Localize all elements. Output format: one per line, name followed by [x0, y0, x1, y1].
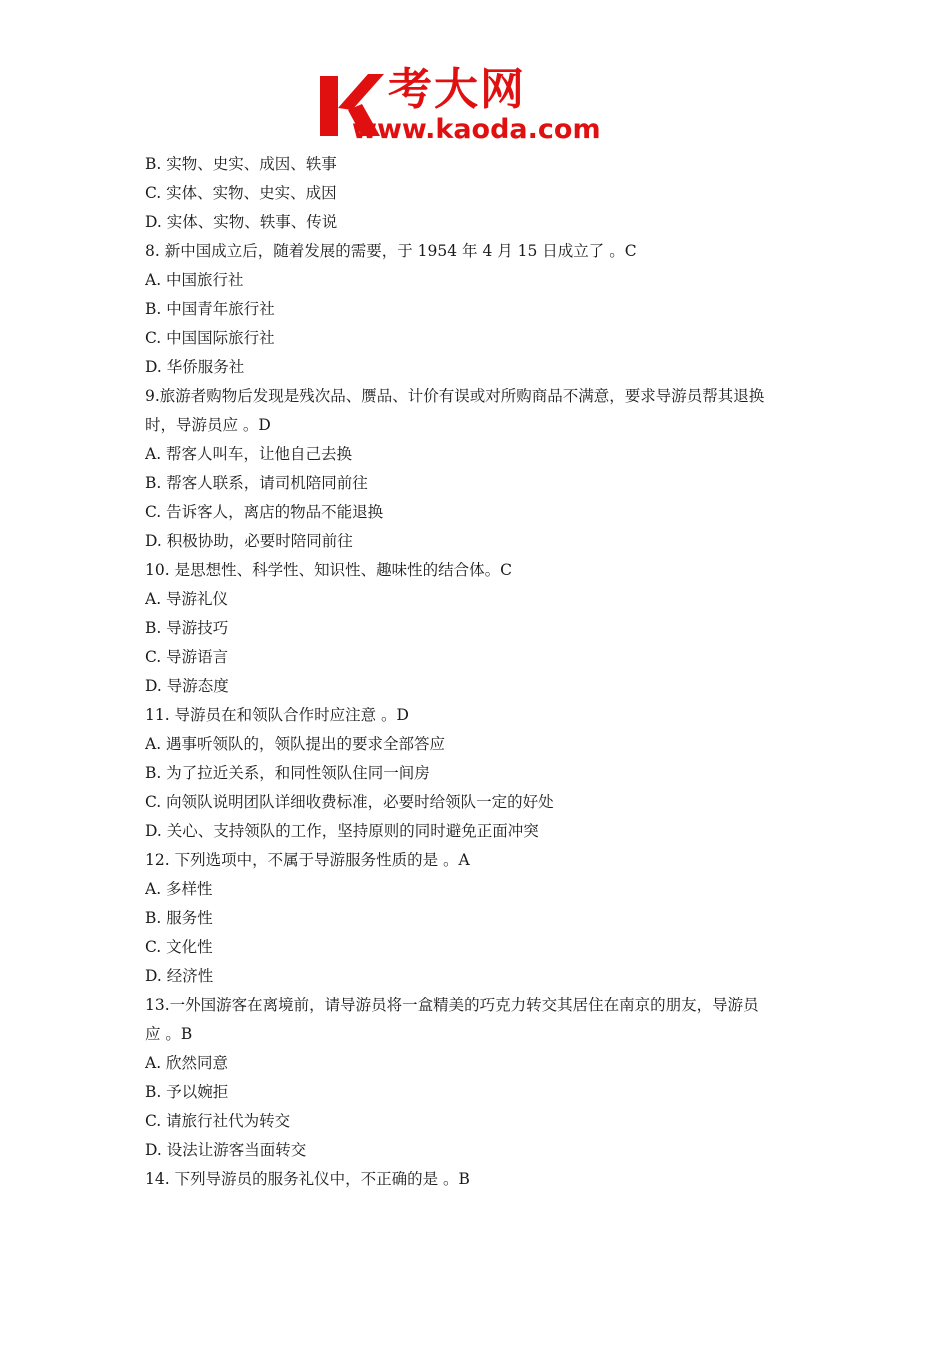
- option-line: C. 向领队说明团队详细收费标准，必要时给领队一定的好处: [145, 793, 554, 811]
- option-line: D. 设法让游客当面转交: [145, 1141, 307, 1159]
- question-line: 9.旅游者购物后发现是残次品、赝品、计价有误或对所购商品不满意，要求导游员帮其退换: [145, 387, 765, 405]
- option-line: A. 多样性: [145, 880, 213, 898]
- question-line: 时，导游员应 。D: [145, 416, 271, 434]
- option-line: D. 积极协助，必要时陪同前往: [145, 532, 353, 550]
- option-line: D. 经济性: [145, 967, 214, 985]
- question-line: 应 。B: [145, 1025, 193, 1043]
- option-line: B. 导游技巧: [145, 619, 229, 637]
- option-line: B. 帮客人联系，请司机陪同前往: [145, 474, 368, 492]
- question-line: 11. 导游员在和领队合作时应注意 。D: [145, 706, 409, 724]
- option-line: B. 服务性: [145, 909, 213, 927]
- question-line: 14. 下列导游员的服务礼仪中，不正确的是 。B: [145, 1170, 470, 1188]
- question-line: 8. 新中国成立后，随着发展的需要，于 1954 年 4 月 15 日成立了 。C: [145, 242, 637, 260]
- option-line: A. 帮客人叫车，让他自己去换: [145, 445, 353, 463]
- option-line: C. 导游语言: [145, 648, 229, 666]
- option-line: A. 导游礼仪: [145, 590, 229, 608]
- logo-url: www.kaoda.com: [352, 114, 601, 145]
- question-line: 13.一外国游客在离境前，请导游员将一盒精美的巧克力转交其居住在南京的朋友，导游员: [145, 996, 759, 1014]
- option-line: C. 请旅行社代为转交: [145, 1112, 291, 1130]
- option-line: B. 为了拉近关系，和同性领队住同一间房: [145, 764, 430, 782]
- question-list: [145, 150, 810, 1194]
- logo-brand-cn: 考大网: [388, 64, 526, 115]
- option-line: B. 实物、史实、成因、轶事: [145, 155, 337, 173]
- option-line: C. 实体、实物、史实、成因: [145, 184, 337, 202]
- option-line: C. 中国国际旅行社: [145, 329, 275, 347]
- question-line: 12. 下列选项中，不属于导游服务性质的是 。A: [145, 851, 470, 869]
- kaoda-logo: [318, 64, 648, 150]
- option-line: D. 实体、实物、轶事、传说: [145, 213, 338, 231]
- option-line: A. 中国旅行社: [145, 271, 244, 289]
- option-line: B. 中国青年旅行社: [145, 300, 275, 318]
- option-line: C. 文化性: [145, 938, 213, 956]
- option-line: A. 欣然同意: [145, 1054, 229, 1072]
- option-line: D. 华侨服务社: [145, 358, 245, 376]
- option-line: D. 关心、支持领队的工作，坚持原则的同时避免正面冲突: [145, 822, 539, 840]
- question-line: 10. 是思想性、科学性、知识性、趣味性的结合体。C: [145, 561, 512, 579]
- option-line: B. 予以婉拒: [145, 1083, 229, 1101]
- option-line: C. 告诉客人，离店的物品不能退换: [145, 503, 384, 521]
- option-line: A. 遇事听领队的，领队提出的要求全部答应: [145, 735, 446, 753]
- option-line: D. 导游态度: [145, 677, 229, 695]
